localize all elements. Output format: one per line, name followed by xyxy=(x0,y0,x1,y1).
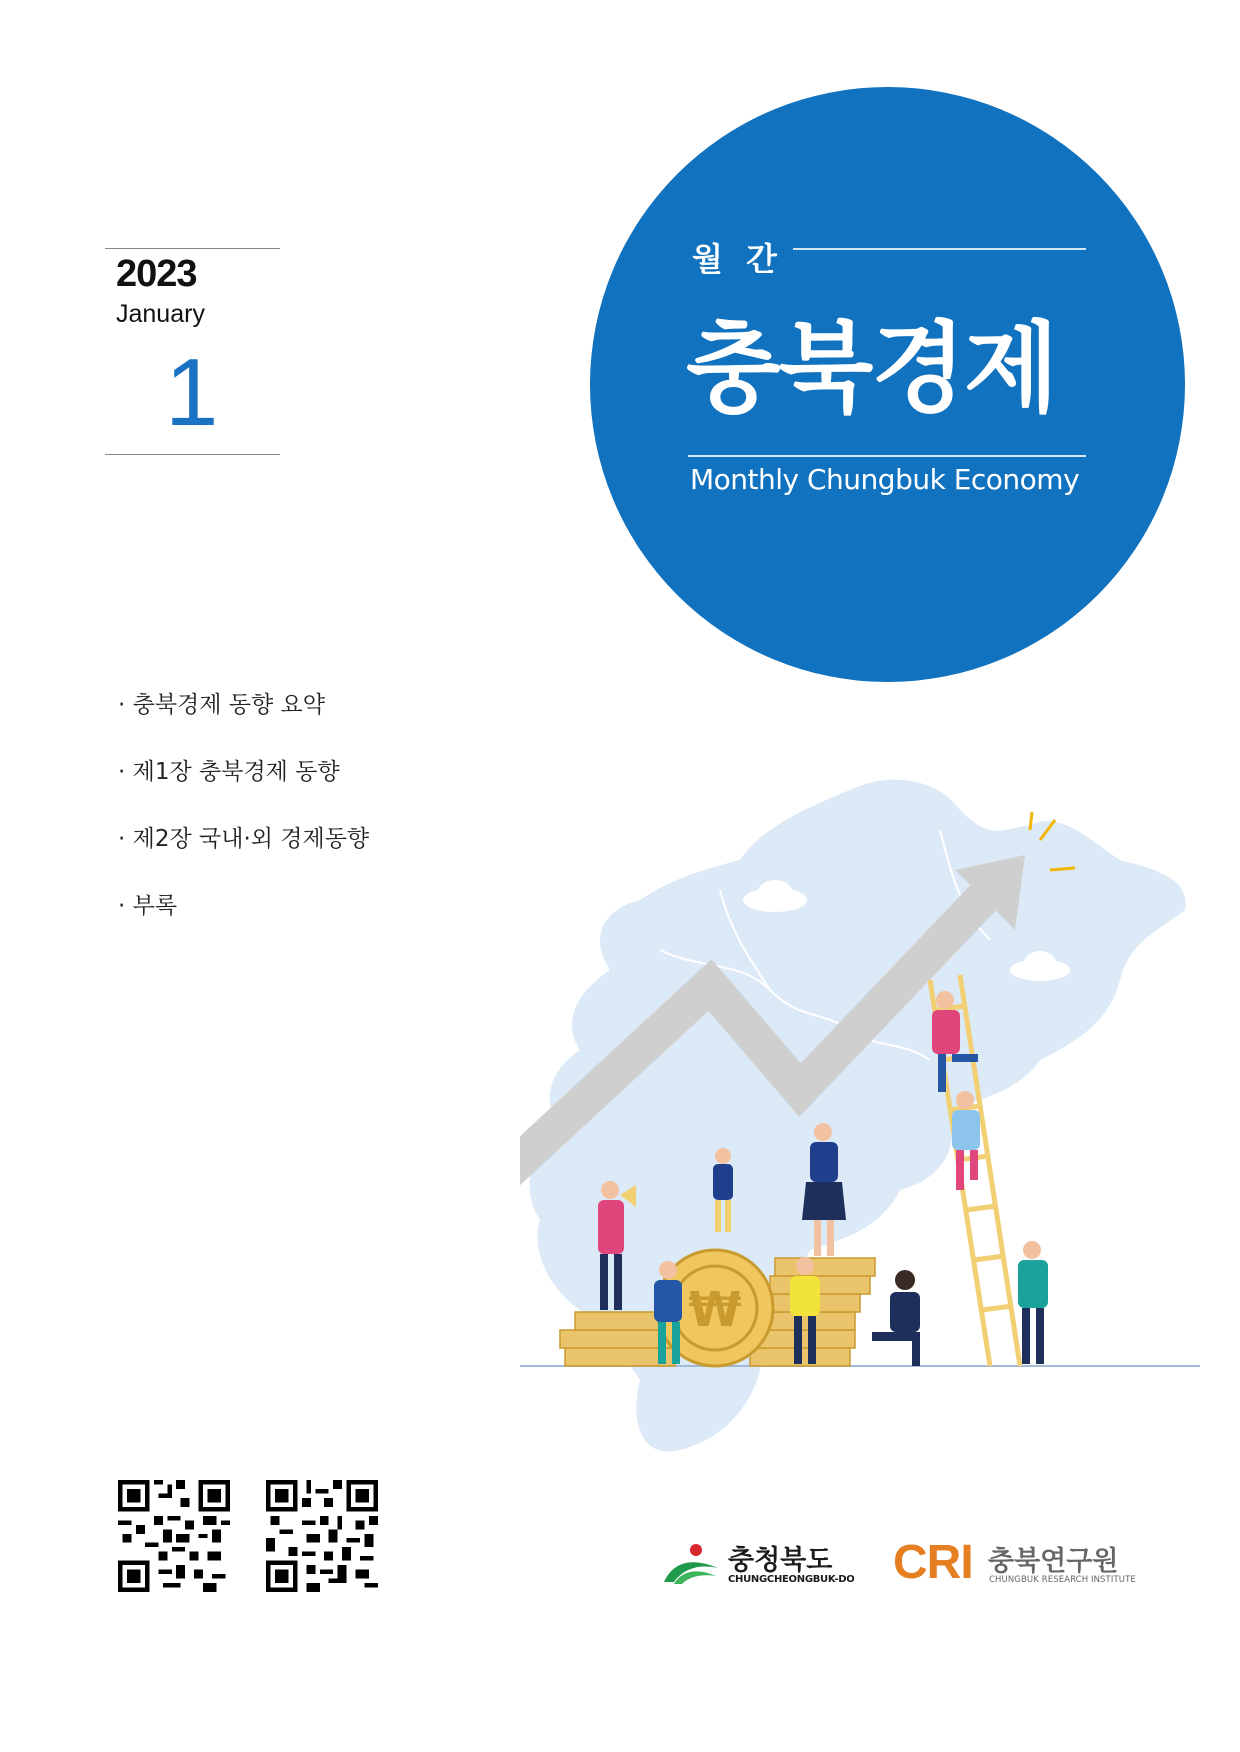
title-top-rule xyxy=(793,248,1086,250)
qr-code-left[interactable] xyxy=(118,1480,230,1592)
contents-item: · 제2장 국내·외 경제동향 xyxy=(118,826,370,852)
contents-item: · 부록 xyxy=(118,893,178,919)
person xyxy=(872,1270,920,1366)
contents-item: · 제1장 충북경제 동향 xyxy=(118,759,340,785)
qr-code-right[interactable] xyxy=(266,1480,378,1592)
english-title: Monthly Chungbuk Economy xyxy=(690,463,1080,496)
date-top-rule xyxy=(105,248,280,249)
chungcheongbuk-do-logo xyxy=(660,1540,860,1590)
cri-name-english: CHUNGBUK RESEARCH INSTITUTE xyxy=(989,1575,1136,1585)
cri-mark: CRI xyxy=(893,1536,973,1589)
won-symbol: ₩ xyxy=(688,1282,742,1338)
chungbuk-name-english: CHUNGCHEONGBUK-DO xyxy=(728,1574,855,1585)
issue-number: 1 xyxy=(165,339,219,446)
contents-item: · 충북경제 동향 요약 xyxy=(118,692,325,718)
monthly-label: 월 간 xyxy=(692,240,783,278)
title-bottom-rule xyxy=(688,455,1086,457)
economy-growth-illustration xyxy=(520,770,1200,1490)
chungbuk-emblem-icon xyxy=(660,1542,722,1586)
chungbuk-name-korean: 충청북도 xyxy=(728,1545,833,1576)
issue-month: January xyxy=(116,300,205,328)
date-bottom-rule xyxy=(105,454,280,455)
cri-name-korean: 충북연구원 xyxy=(988,1546,1119,1577)
issue-year: 2023 xyxy=(116,253,197,295)
publication-title: 충북경제 xyxy=(686,312,1057,426)
contents-list xyxy=(118,690,369,958)
cri-logo xyxy=(893,1535,1143,1595)
person xyxy=(1018,1241,1048,1364)
